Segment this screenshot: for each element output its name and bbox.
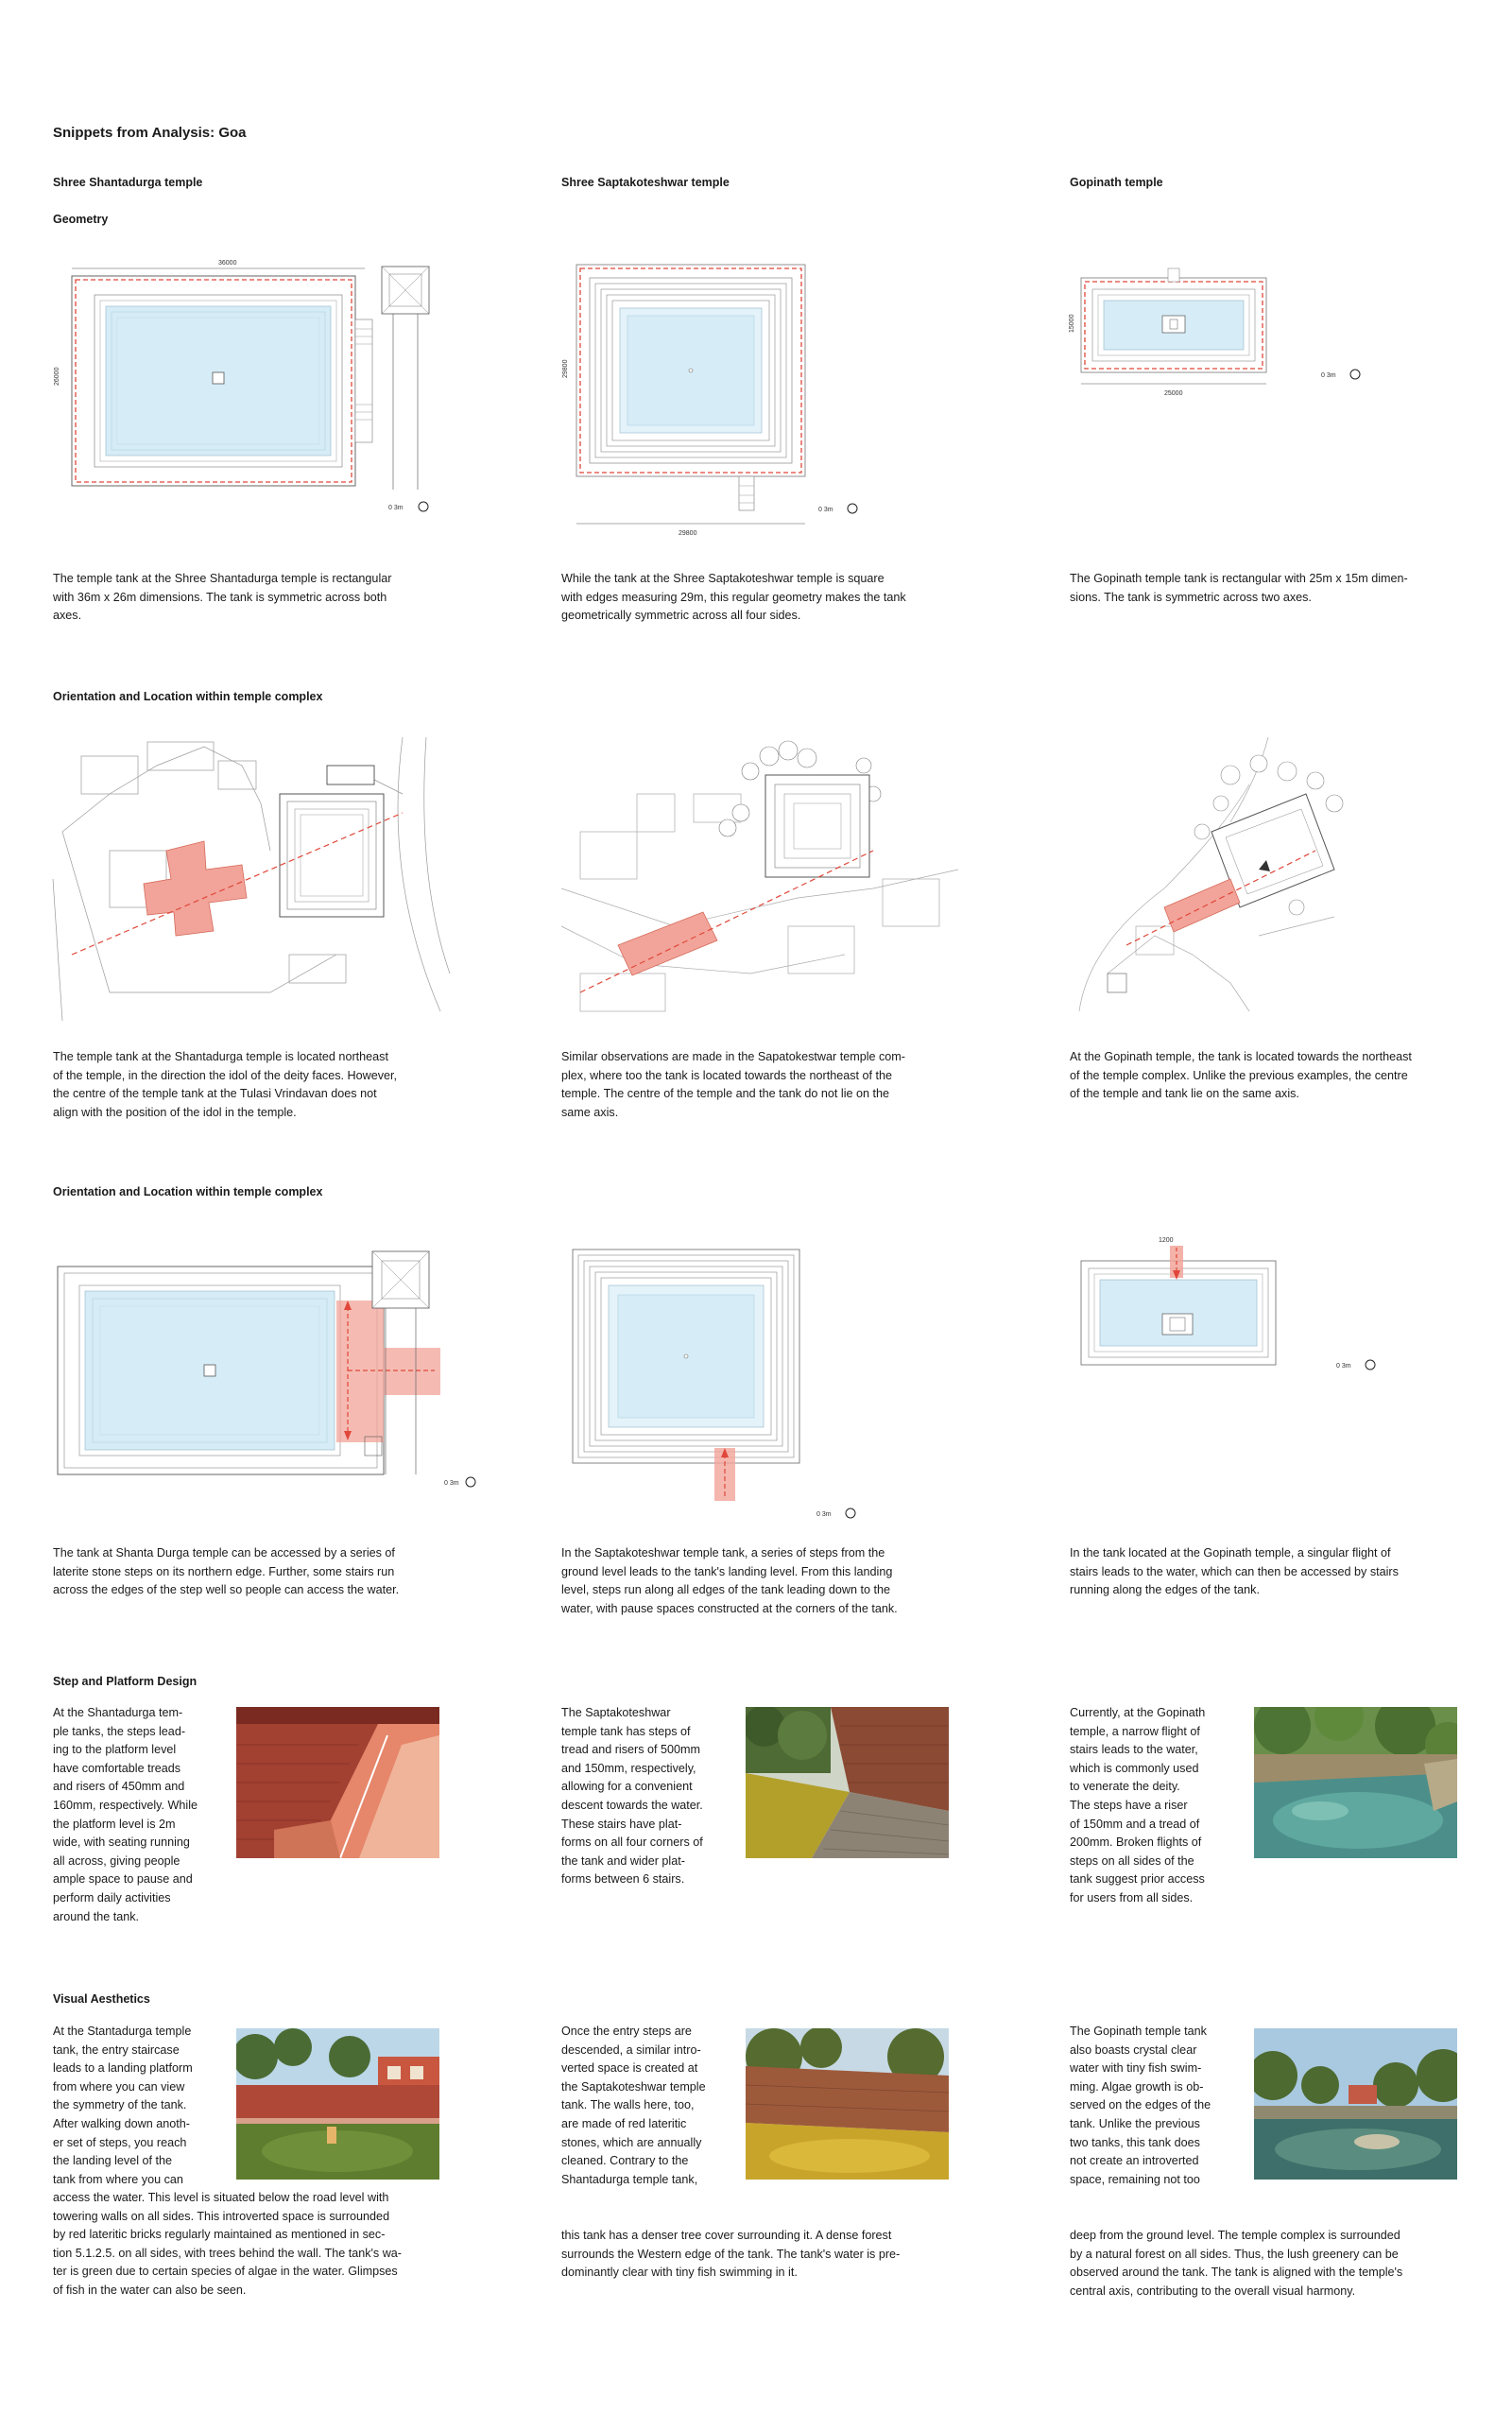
visual-text-saptakoteshwar-top: Once the entry steps are descended, a similar intro- verted space is created at the Saptakoteshwar temple tank. The walls here, too, are made of red lateritic stones, which are annually cleaned. Contrary to the Shantadurga temple tank,	[561, 2025, 706, 2186]
dimension-vertical: 29800	[562, 359, 569, 378]
access-text-shantadurga: The tank at Shanta Durga temple can be accessed by a series of laterite stone steps on its northern edge. Further, some stairs run across the edges of the step well so people can access the water.	[53, 1546, 400, 1597]
shantadurga-access-plan	[53, 1238, 497, 1503]
access-text-gopinath: In the tank located at the Gopinath temple, a singular flight of stairs leads to the water, which can then be accessed by stairs running along the edges of the tank.	[1070, 1546, 1399, 1597]
shantadurga-tank-photo	[236, 2028, 439, 2180]
saptakoteshwar-access-plan	[563, 1246, 885, 1529]
dimension-height: 15000	[1069, 314, 1075, 333]
orientation-text-gopinath: At the Gopinath temple, the tank is located towards the northeast of the temple complex. Unlike the previous examples, the centre of the temple and tank lie on the same axis.	[1070, 1050, 1412, 1101]
shantadurga-geometry-plan	[53, 253, 450, 518]
section-heading-access: Orientation and Location within temple complex	[53, 1185, 323, 1198]
visual-text-shantadurga-top: At the Stantadurga temple tank, the entry staircase leads to a landing platform from where you can view the symmetry of the tank. After walking down anoth- er set of steps, you reach the landing level of the tank from where you can	[53, 2025, 193, 2186]
scale-label: 0 3m	[1336, 1363, 1351, 1370]
section-heading-geometry: Geometry	[53, 213, 109, 226]
section-heading-orientation: Orientation and Location within temple complex	[53, 690, 323, 703]
section-heading-visual: Visual Aesthetics	[53, 1992, 150, 2006]
visual-text-gopinath-top: The Gopinath temple tank also boasts crystal clear water with tiny fish swim- ming. Algae growth is ob- served on the edges of the tank. Unlike the previous two tanks, this tank does not create an introverted space, remaining not too	[1070, 2025, 1211, 2186]
column-heading-gopinath: Gopinath temple	[1070, 176, 1163, 189]
gopinath-geometry-plan	[1069, 265, 1374, 406]
dimension-width: 25000	[1164, 390, 1183, 397]
visual-text-gopinath-bottom: deep from the ground level. The temple complex is surrounded by a natural forest on all sides. Thus, the lush greenery can be observed around the tank. The tank is aligned with the temple's central axis, contributing to the overall visual harmony.	[1070, 2229, 1403, 2298]
dimension-height: 26000	[54, 367, 60, 386]
geometry-text-saptakoteshwar: While the tank at the Shree Saptakoteshwar temple is square with edges measuring 29m, this regular geometry makes the tank geometrically symmetric across all four sides.	[561, 572, 906, 623]
scale-label: 0 3m	[388, 505, 404, 511]
saptakoteshwar-tank-photo	[746, 2028, 949, 2180]
saptakoteshwar-geometry-plan	[563, 255, 885, 539]
steps-text-saptakoteshwar: The Saptakoteshwar temple tank has steps of tread and risers of 500mm and 150mm, respectively, allowing for a convenient descent towards the water. These stairs have plat- forms on all four corners of the tank and wider plat- forms between 6 stairs.	[561, 1706, 703, 1887]
geometry-text-gopinath: The Gopinath temple tank is rectangular with 25m x 15m dimen- sions. The tank is symmetric across two axes.	[1070, 572, 1408, 604]
orientation-text-saptakoteshwar: Similar observations are made in the Sapatokestwar temple com- plex, where too the tank is located towards the northeast of the temple. The centre of the temple and the tank do not lie on the same axis.	[561, 1050, 905, 1119]
access-text-saptakoteshwar: In the Saptakoteshwar temple tank, a series of steps from the ground level leads to the tank's landing level. From this landing level, steps run along all edges of the tank leading down to the water, with pause spaces constructed at the corners of the tank.	[561, 1546, 898, 1615]
gopinath-site-plan	[1070, 737, 1486, 1021]
saptakoteshwar-site-plan	[561, 737, 958, 1021]
visual-text-saptakoteshwar-bottom: this tank has a denser tree cover surrounding it. A dense forest surrounds the Western edge of the tank. The tank's water is pre- dominantly clear with tiny fish swimming in it.	[561, 2229, 901, 2280]
shantadurga-site-plan	[53, 737, 450, 1021]
column-heading-saptakoteshwar: Shree Saptakoteshwar temple	[561, 176, 730, 189]
scale-label: 0 3m	[444, 1480, 459, 1487]
column-heading-shantadurga: Shree Shantadurga temple	[53, 176, 203, 189]
section-heading-steps: Step and Platform Design	[53, 1675, 198, 1688]
shantadurga-steps-photo	[236, 1707, 439, 1858]
steps-text-shantadurga: At the Shantadurga tem- ple tanks, the steps lead- ing to the platform level have comfortable treads and risers of 450mm and 160mm, respectively. While the platform level is 2m wide, with seating running all across, giving people ample space to pause and perform daily activities around the tank.	[53, 1706, 198, 1923]
steps-text-gopinath: Currently, at the Gopinath temple, a narrow flight of stairs leads to the water, which is commonly used to venerate the deity. The steps have a riser of 150mm and a tread of 200mm. Broken flights of steps on all sides of the tank suggest prior access for users from all sides.	[1070, 1706, 1206, 1904]
geometry-text-shantadurga: The temple tank at the Shree Shantadurga temple is rectangular with 36m x 26m dimensions. The tank is symmetric across both axes.	[53, 572, 392, 623]
orientation-text-shantadurga: The temple tank at the Shantadurga temple is located northeast of the temple, in the direction the idol of the deity faces. However, the centre of the temple tank at the Tulasi Vrindavan does not align with the position of the idol in the temple.	[53, 1050, 398, 1119]
gopinath-tank-photo	[1254, 2028, 1457, 2180]
scale-label: 0 3m	[816, 1511, 832, 1518]
dimension-width: 36000	[218, 260, 237, 267]
saptakoteshwar-steps-photo	[746, 1707, 949, 1858]
page-title: Snippets from Analysis: Goa	[53, 125, 247, 141]
gopinath-access-plan	[1072, 1232, 1393, 1384]
dimension-horizontal: 29800	[679, 530, 697, 537]
scale-label: 0 3m	[818, 507, 833, 513]
visual-text-shantadurga-bottom: access the water. This level is situated below the road level with towering walls on all sides. This introverted space is surrounded by red lateritic bricks regularly maintained as mentioned in sec- tion 5.1.2.5. on all sides, with trees behind the wall. The tank's wa- ter is green due to certain species of algae in the water. Glimpses of fish in the water can also be seen.	[53, 2191, 402, 2297]
scale-label: 0 3m	[1321, 372, 1336, 379]
gopinath-steps-photo	[1254, 1707, 1457, 1858]
step-dimension: 1200	[1159, 1237, 1174, 1244]
